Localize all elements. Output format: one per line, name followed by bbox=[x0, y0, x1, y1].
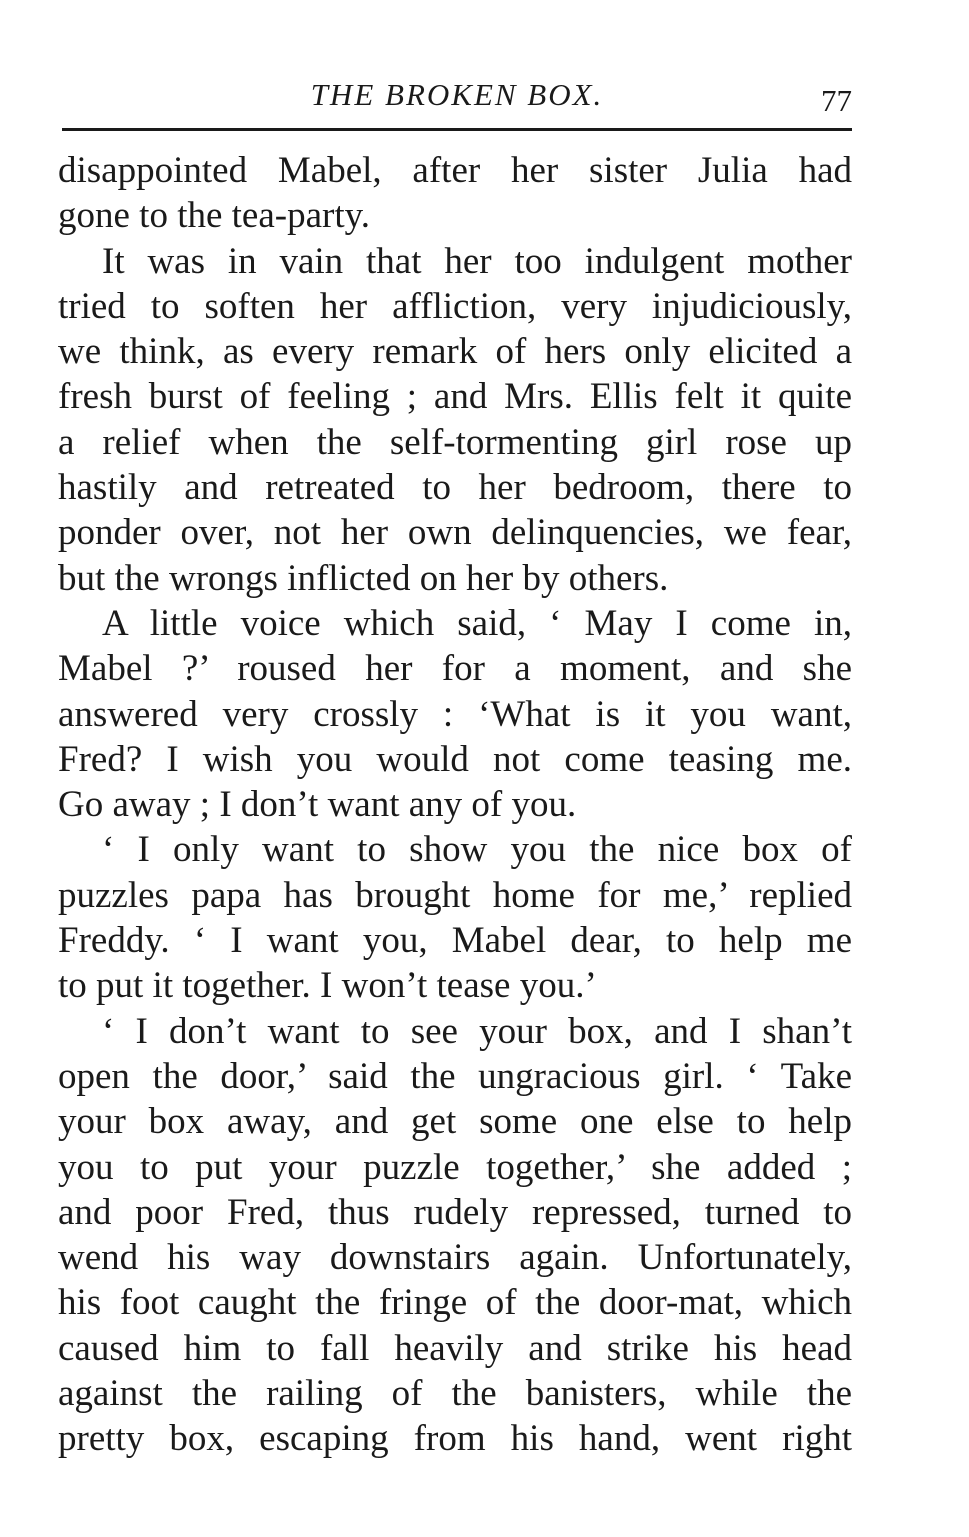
text-line: Fred? I wish you would not come teasing me. bbox=[58, 738, 852, 780]
text-line: fresh burst of feeling ; and Mrs. Ellis felt it quite bbox=[58, 376, 852, 418]
page-number: 77 bbox=[821, 83, 852, 118]
text-line: open the door,’ said the ungracious girl. ‘ Take bbox=[58, 1055, 852, 1097]
running-head bbox=[62, 72, 852, 118]
text-line: and poor Fred, thus rudely repressed, turned to bbox=[58, 1191, 852, 1233]
text-line: gone to the tea-party. bbox=[58, 195, 370, 237]
text-line: ‘ I don’t want to see your box, and I shan’t bbox=[102, 1010, 852, 1052]
text-line: your box away, and get some one else to help bbox=[58, 1101, 852, 1143]
text-line: answered very crossly : ‘What is it you want, bbox=[58, 693, 852, 735]
text-line: you to put your puzzle together,’ she added ; bbox=[58, 1146, 852, 1188]
text-line: It was in vain that her too indulgent mother bbox=[102, 240, 852, 282]
text-line: disappointed Mabel, after her sister Julia had bbox=[58, 150, 852, 191]
text-line: to put it together. I won’t tease you.’ bbox=[58, 965, 597, 1007]
text-line: against the railing of the banisters, while the bbox=[58, 1373, 852, 1415]
text-line: ‘ I only want to show you the nice box of bbox=[102, 829, 852, 871]
text-line: A little voice which said, ‘ May I come in, bbox=[102, 602, 852, 644]
text-line: Go away ; I don’t want any of you. bbox=[58, 784, 577, 826]
text-line: caused him to fall heavily and strike his head bbox=[58, 1327, 852, 1369]
text-line: Freddy. ‘ I want you, Mabel dear, to help me bbox=[58, 920, 852, 962]
header-rule bbox=[62, 128, 852, 131]
text-line: puzzles papa has brought home for me,’ replied bbox=[58, 874, 852, 916]
text-line: we think, as every remark of hers only elicited a bbox=[58, 331, 852, 373]
text-line: wend his way downstairs again. Unfortunately, bbox=[58, 1237, 852, 1279]
text-line: ponder over, not her own delinquencies, we fear, bbox=[58, 512, 852, 554]
text-line: hastily and retreated to her bedroom, there to bbox=[58, 467, 852, 509]
text-line: pretty box, escaping from his hand, went right bbox=[58, 1418, 852, 1460]
text-line: tried to soften her affliction, very injudiciously, bbox=[58, 285, 852, 327]
text-line: Mabel ?’ roused her for a moment, and she bbox=[58, 648, 852, 690]
running-title: THE BROKEN BOX. bbox=[310, 77, 604, 112]
text-line: but the wrongs inflicted on her by others. bbox=[58, 557, 669, 599]
body-text bbox=[58, 148, 852, 1462]
text-line: a relief when the self-tormenting girl rose up bbox=[58, 421, 852, 463]
text-line: his foot caught the fringe of the door-mat, which bbox=[58, 1282, 852, 1324]
